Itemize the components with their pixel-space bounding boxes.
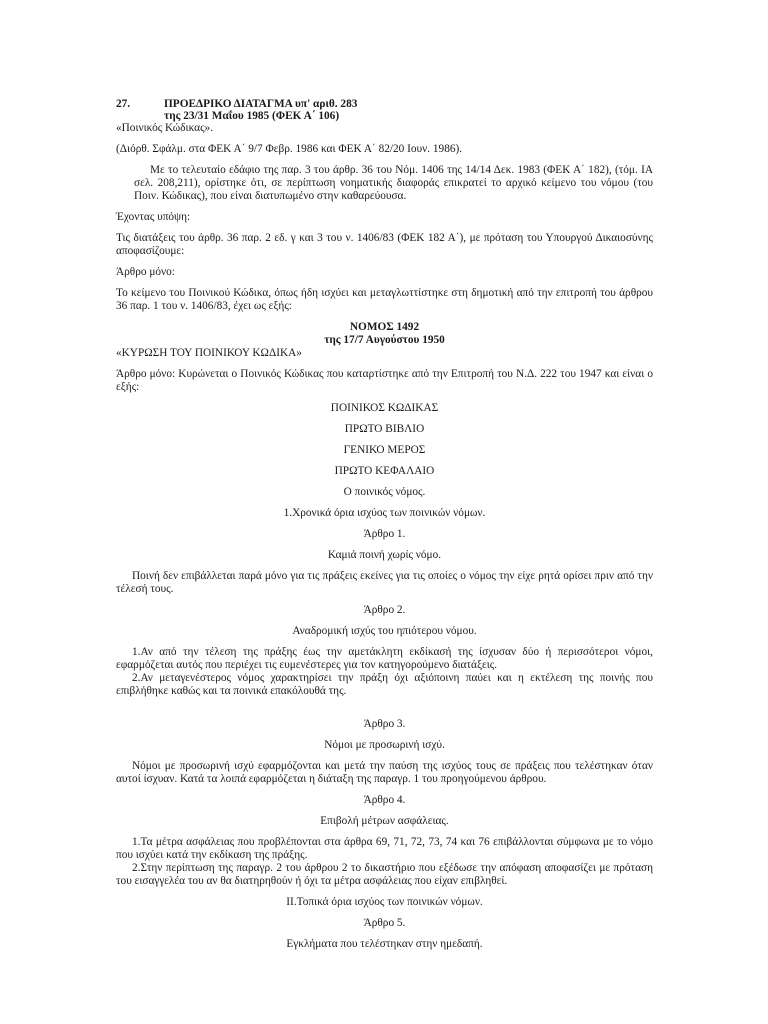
decree-date: της 23/31 Μαΐου 1985 (ΦΕΚ Α΄ 106) — [164, 110, 340, 122]
decree-number: 27. — [116, 98, 131, 110]
book-heading: ΠΡΩΤΟ ΒΙΒΛΙΟ — [344, 423, 425, 435]
article-4-paragraph-2: 2.Στην περίπτωση της παραγρ. 2 του άρθρου 2 το δικαστήριο που εξέδωσε την απόφαση αποφασίζει με πρόταση του εισαγγελέα του αν θα διατηρηθούν ή όχι τα μέτρα ασφάλειας που είχαν επιβληθεί. — [116, 862, 653, 887]
code-title: ΠΟΙΝΙΚΟΣ ΚΩΔΙΚΑΣ — [330, 402, 439, 414]
article-3-text: Νόμοι με προσωρινή ισχύ εφαρμόζονται και μετά την παύση της ισχύος τους σε πράξεις που τελέστηκαν όταν αυτοί ίσχυαν. Κατά τα λοιπά εφαρμόζεται η διάταξη της παραγρ. 1 του προηγούμενου άρθρου. — [116, 760, 653, 785]
article-2-paragraph-1: 1.Αν από την τέλεση της πράξης έως την αμετάκλητη εκδίκασή της ίσχυσαν δύο ή περισσότεροι νόμοι, εφαρμόζεται αυτός που περιέχει τις ευμενέστερες για τον κατηγορούμενο διατάξεις. — [116, 646, 653, 671]
having-regard: Έχοντας υπόψη: — [116, 211, 191, 223]
article-5-heading: Άρθρο 5. — [363, 917, 406, 929]
article-4-title: Επιβολή μέτρων ασφάλειας. — [320, 815, 449, 827]
law-date: της 17/7 Αυγούστου 1950 — [324, 334, 445, 346]
law-title: ΝΟΜΟΣ 1492 — [349, 321, 420, 333]
section-heading-1: 1.Χρονικά όρια ισχύος των ποινικών νόμων. — [283, 507, 486, 519]
provisions-paragraph: Τις διατάξεις του άρθρ. 36 παρ. 2 εδ. γ και 3 του ν. 1406/83 (ΦΕΚ 182 Α΄), με πρόταση του Υπουργού Δικαιοσύνης αποφασίζουμε: — [116, 232, 653, 257]
document-page — [116, 98, 653, 951]
article-2-paragraph-2: 2.Αν μεταγενέστερος νόμος χαρακτηρίσει την πράξη όχι αξιόποινη παύει και η εκτέλεση της ποινής που επιβλήθηκε καθώς και τα ποινικά επακόλουθά της. — [116, 672, 653, 697]
article-4-paragraph-1: 1.Τα μέτρα ασφάλειας που προβλέπονται στα άρθρα 69, 71, 72, 73, 74 και 76 επιβάλλονται σύμφωνα με το νόμο που ισχύει κατά την εκδίκαση της πράξης. — [116, 836, 653, 861]
editorial-note: Με το τελευταίο εδάφιο της παρ. 3 του άρθρ. 36 του Νόμ. 1406 της 14/14 Δεκ. 1983 (ΦΕΚ Α΄ 182), (τόμ. ΙΑ σελ. 208,211), ορίστηκε ότι, σε περίπτωση νοηματικής διαφοράς επικρατεί το αρχικό κείμενο του νόμου (του Ποιν. Κώδικας), που είναι διατυπωμένο στην καθαρεύουσα. — [134, 164, 653, 202]
chapter-heading: ΠΡΩΤΟ ΚΕΦΑΛΑΙΟ — [334, 465, 435, 477]
article-2-title: Αναδρομική ισχύς του ηπιότερου νόμου. — [292, 625, 477, 637]
code-text-paragraph: Το κείμενο του Ποινικού Κώδικα, όπως ήδη ισχύει και μεταγλωττίστηκε στη δημοτική από την επιτροπή του άρθρου 36 παρ. 1 του ν. 1406/83, έχει ως εξής: — [116, 287, 653, 312]
part-heading: ΓΕΝΙΚΟ ΜΕΡΟΣ — [343, 444, 426, 456]
law-subtitle: «ΚΥΡΩΣΗ ΤΟΥ ΠΟΙΝΙΚΟΥ ΚΩΔΙΚΑ» — [116, 347, 302, 359]
article-3-title: Νόμοι με προσωρινή ισχύ. — [324, 739, 445, 751]
article-1-heading: Άρθρο 1. — [363, 528, 406, 540]
article-2-heading: Άρθρο 2. — [363, 604, 406, 616]
section-heading-2: ΙΙ.Τοπικά όρια ισχύος των ποινικών νόμων. — [286, 896, 483, 908]
article-4-heading: Άρθρο 4. — [363, 794, 406, 806]
decree-title: ΠΡΟΕΔΡΙΚΟ ΔΙΑΤΑΓΜΑ υπ' αριθ. 283 — [164, 98, 358, 110]
decree-header — [116, 98, 653, 122]
article-5-title: Εγκλήματα που τελέστηκαν στην ημεδαπή. — [286, 938, 483, 950]
sole-article-label: Άρθρο μόνο: — [116, 266, 175, 278]
law-sole-article: Άρθρο μόνο: Κυρώνεται ο Ποινικός Κώδικας που καταρτίστηκε από την Επιτροπή του Ν.Δ. 222 του 1947 και είναι ο εξής: — [116, 368, 653, 393]
article-3-heading: Άρθρο 3. — [363, 718, 406, 730]
article-1-text: Ποινή δεν επιβάλλεται παρά μόνο για τις πράξεις εκείνες για τις οποίες ο νόμος την είχε ρητά ορίσει πριν από την τέλεσή τους. — [116, 570, 653, 595]
correction-note: (Διόρθ. Σφάλμ. στα ΦΕΚ Α΄ 9/7 Φεβρ. 1986 και ΦΕΚ Α΄ 82/20 Ιουν. 1986). — [116, 143, 463, 155]
chapter-title: Ο ποινικός νόμος. — [343, 486, 426, 498]
quote-title: «Ποινικός Κώδικας». — [116, 122, 214, 134]
article-1-title: Καμιά ποινή χωρίς νόμο. — [327, 549, 442, 561]
